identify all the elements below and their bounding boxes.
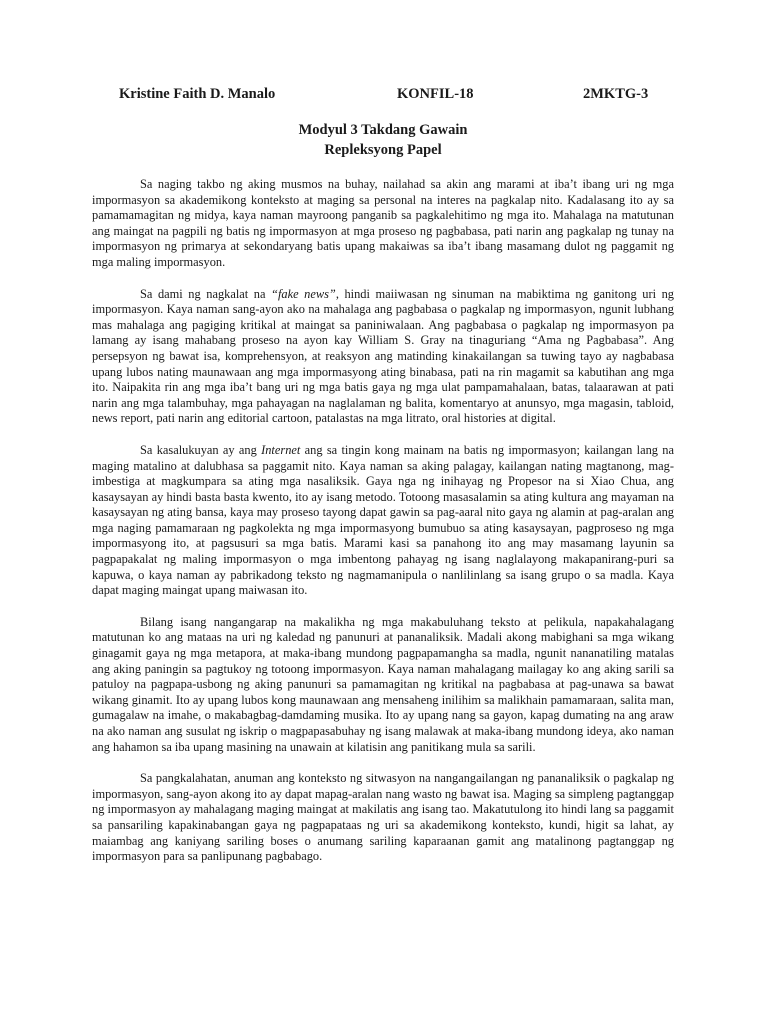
paragraph-2 bbox=[92, 287, 674, 427]
title-line-2: Repleksyong Papel bbox=[324, 142, 442, 158]
paragraph-3-text-a: Sa kasalukuyan ay ang bbox=[140, 442, 262, 457]
document-body bbox=[92, 177, 674, 865]
paragraph-3-text-b: ang sa tingin kong mainam na batis ng impormasyon; kailangan lang na maging matalino at dalubhasa sa paggamit nito. Kaya naman sa aking palagay, kailangan nating magtanong, mag-imbestiga at magkumpara sa ating mga nasaliksik. Gaya nga ng inihayag ng Propesor na si Xiao Chua, ang kasaysayan ay hindi basta basta kwento, ito ay isang metodo. Totoong masasalamin sa ating kultura ang mayaman na kasaysayan ng ating bansa, kaya may proseso tayong dapat gawin sa pag-aaral nito gaya ng alamin at pag-aralan ang mga naging pamamaraan ng pagkolekta ng mga impormasyong bumubuo sa ating kasaysayan, pagproseso ng mga impormasyong ito, at pagsusuri sa mga batis. Marami kasi sa panahong ito ang may masamang layunin sa pagpapakalat ng maling impormasyon o mga imbentong pahayag ng isang naglalayong makapanirang-puri sa kapuwa, o kaya naman ay pabrikadong teksto ng nagmamanipula o nanlilinlang sa isang grupo o sa madla. Kaya dapat maging maingat upang maiwasan ito. bbox=[92, 442, 674, 598]
paragraph-4: Bilang isang nangangarap na makalikha ng mga makabuluhang teksto at pelikula, napakahalagang matutunan ko ang mataas na uri ng kaledad ng panunuri at pananaliksik. Madali akong mabighani sa mga wikang ginagamit gaya ng mga metapora, at maka-ibang mundong pagpapamangha sa madla, ngunit nananatiling matalas ang aking paningin sa pagtukoy ng totoong impormasyon. Kaya naman mahalagang mailagay ko ang aking sarili sa patuloy na pagpapa-usbong ng aking panunuri sa pamamagitan ng kritikal na pagbabasa at pag-unawa sa bawat wikang ginamit. Ito ay upang lubos kong maunawaan ang mensaheng inilihim sa malikhain pamamaraan, salita man, gumagalaw na imahe, o makabagbag-damdaming musika. Ito ay upang nang sa gayon, kapag dumating na ang araw na ako naman ang susulat ng iskrip o magpapasabuhay ng isang malawak at maka-ibang mundong ideya, ako naman ang hahamon sa iba upang masining na unawain at kilatisin ang panitikang mula sa sarili. bbox=[92, 614, 674, 754]
paragraph-5: Sa pangkalahatan, anuman ang konteksto ng sitwasyon na nangangailangan ng pananaliksik o pagkalap ng impormasyon, sang-ayon akong ito ay dapat mapag-aralan nang wasto ng bawat isa. Maging sa simpleng pagtanggap ng impormasyon ay mahalagang maging maingat at makilatis ang isang tao. Makatutulong ito hindi lang sa paggamit sa pansariling kapakinabangan gaya ng pagpapataas ng uri sa akademikong konteksto, kundi, higit sa lahat, ay maiambag ang kaniyang sariling boses o anumang sariling kaparaanan gamit ang matalinong pagtanggap ng impormasyon para sa panlipunang pagbabago. bbox=[92, 771, 674, 864]
paragraph-3 bbox=[92, 443, 674, 599]
paragraph-1: Sa naging takbo ng aking musmos na buhay, nailahad sa akin ang marami at iba’t ibang uri ng mga impormasyon sa akademikong konteksto at maging sa personal na interes na pagkalap nito. Kadalasang ito ay sa pamamamagitan ng midya, kaya naman mayroong panganib sa pagkalehitimo ng mga ito. Mahalaga na matutunan ang maingat na pagpili ng batis ng impormasyon at mga proseso ng pagbabasa, pati narin ang pagkalap ng tunay na impormasyon ng primarya at sekondaryang batis upang makaiwas sa iba’t ibang masamang dulot ng paggamit ng mga maling impormasyon. bbox=[92, 177, 674, 269]
section-code: 2MKTG-3 bbox=[583, 86, 649, 102]
paragraph-2-text-b: , hindi maiiwasan ng sinuman na mabiktima ng ganitong uri ng impormasyon. Kaya naman sang-ayon ako na mahalaga ang pagbabasa o pagkalap ng impormasyon, ngunit lubhang mas mahalaga ang pagiging kritikal at maingat sa paniniwalaan. Ang pagbabasa o pagkalap ng impormasyon pa lamang ay isang mahabang proseso na ayon kay William S. Gray na tinaguriang “Ama ng Pagbabasa”. Ang persepsyon ng bawat isa, komprehensyon, at reaksyon ang matinding kinakailangan sa tuwing tayo ay nagbabasa upang lubos nating maunawaan ang mga impormasyong ating binabasa, pati na rin magamit sa kabutihan ang mga ito. Naipakita rin ang mga iba’t bang uri ng mga batis gaya ng mga ulat pampamahalaan, batas, talaarawan at pati narin ang mga talambuhay, mga pahayagan na naglalaman ng balita, komentaryo at anunsyo, mga magasin, tabloid, news report, pati narin ang editorial cartoon, patalastas na mga litrato, oral histories at digital. bbox=[92, 286, 674, 426]
paragraph-2-text-a: Sa dami ng nagkalat na bbox=[140, 286, 272, 301]
paragraph-2-emphasis: “fake news” bbox=[271, 286, 336, 301]
title-line-1: Modyul 3 Takdang Gawain bbox=[298, 122, 468, 138]
document-header bbox=[92, 86, 674, 106]
document-page bbox=[92, 86, 674, 865]
author-name: Kristine Faith D. Manalo bbox=[119, 86, 276, 102]
document-title bbox=[92, 120, 674, 160]
paragraph-3-emphasis: Internet bbox=[261, 442, 301, 457]
subject-code: KONFIL-18 bbox=[397, 86, 474, 102]
